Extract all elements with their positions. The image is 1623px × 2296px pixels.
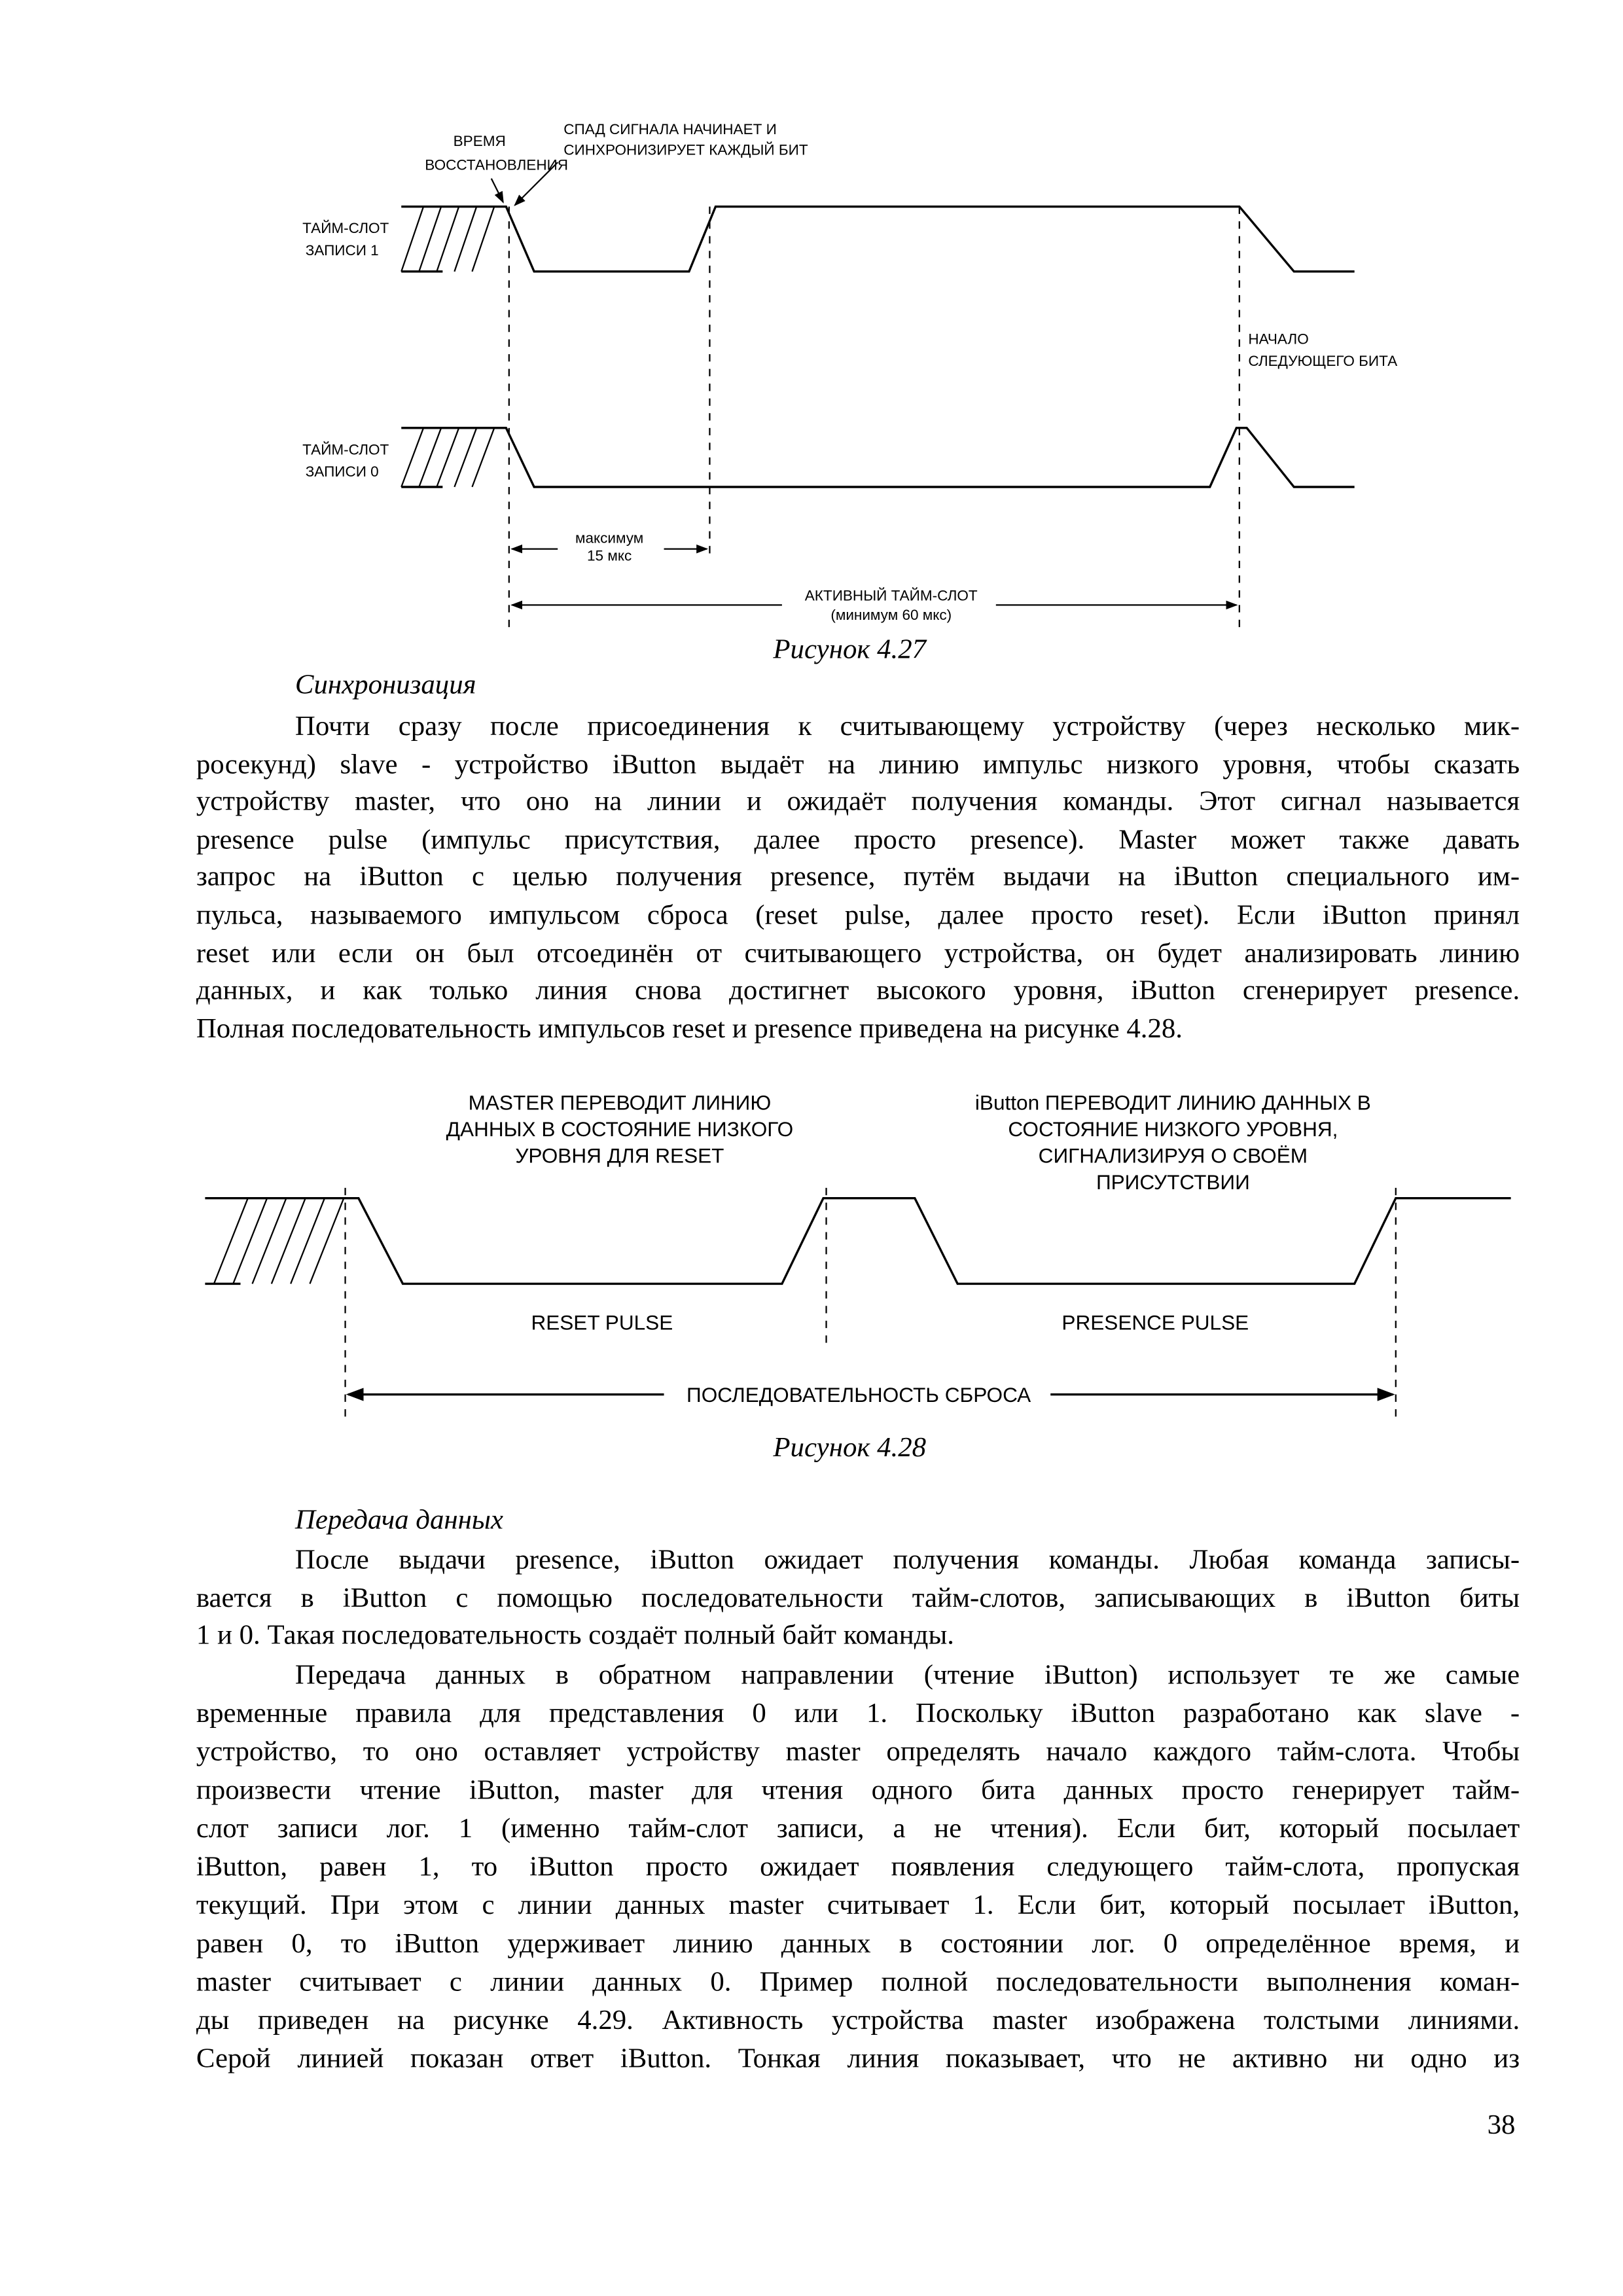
next-bit-label-2: СЛЕДУЮЩЕГО БИТА: [1248, 353, 1398, 370]
edge-label-2: СИНХРОНИЗИРУЕТ КАЖДЫЙ БИТ: [563, 141, 808, 158]
presence-pulse-label: PRESENCE PULSE: [1061, 1310, 1249, 1335]
slot0-label-1: ТАЙМ-СЛОТ: [302, 441, 389, 458]
ibutton-label-2: СОСТОЯНИЕ НИЗКОГО УРОВНЯ,: [1008, 1117, 1338, 1141]
recovery-label-1: ВРЕМЯ: [453, 133, 506, 150]
slot0-label-2: ЗАПИСИ 0: [305, 463, 379, 480]
text-line: iButton, равен 1, то iButton просто ожидает появления следующего тайм-слота, пропуская: [196, 1852, 1520, 1883]
ibutton-label-4: ПРИСУТСТВИИ: [1096, 1170, 1250, 1194]
text-line: ды приведен на рисунке 4.29. Активность устройства master изображена толстыми линиями.: [196, 2005, 1520, 2037]
text-line: запрос на iButton с целью получения presence, путём выдачи на iButton специального им-: [196, 861, 1520, 893]
page-number: 38: [1487, 2109, 1516, 2142]
waveform-write-1: [401, 207, 1354, 272]
text-line: текущий. При этом с линии данных master считывает 1. Если бит, который посылает iButton,: [196, 1890, 1520, 1922]
text-line: master считывает с линии данных 0. Пример полной последовательности выполнения коман-: [196, 1967, 1520, 1998]
figure-4-28-caption: Рисунок 4.28: [773, 1433, 927, 1464]
slot1-label-2: ЗАПИСИ 1: [305, 242, 379, 259]
next-bit-label-1: НАЧАЛО: [1248, 331, 1309, 348]
text-line: 1 и 0. Такая последовательность создаёт полный байт команды.: [196, 1620, 954, 1651]
text-line: Почти сразу после присоединения к считывающему устройству (через несколько мик-: [294, 711, 1520, 743]
active-label-2: (минимум 60 мкс): [830, 606, 952, 623]
text-line: reset или если он был отсоединён от считывающего устройства, он будет анализировать линию: [196, 938, 1520, 970]
text-line: вается в iButton с помощью последовательности тайм-слотов, записывающих в iButton биты: [196, 1583, 1520, 1615]
figure-4-27-caption: Рисунок 4.27: [773, 634, 927, 666]
section-heading-data-transfer: Передача данных: [294, 1505, 503, 1536]
text-line: После выдачи presence, iButton ожидает получения команды. Любая команда записы-: [294, 1545, 1520, 1576]
max-label-2: 15 мкс: [587, 547, 632, 564]
waveform-write-0: [401, 428, 1354, 487]
figure-4-28: [205, 1090, 1510, 1416]
figure-4-27: [302, 121, 1397, 627]
text-line: Полная последовательность импульсов reset и presence приведена на рисунке 4.28.: [196, 1013, 1183, 1045]
text-line: произвести чтение iButton, master для чтения одного бита данных просто генерирует тайм-: [196, 1775, 1520, 1806]
master-label-3: УРОВНЯ ДЛЯ RESET: [515, 1143, 724, 1168]
ibutton-label-1: iButton ПЕРЕВОДИТ ЛИНИЮ ДАННЫХ В: [974, 1090, 1371, 1115]
recovery-arrow: [491, 179, 503, 202]
text-line: устройству master, что оно на линии и ожидаёт получения команды. Этот сигнал называется: [196, 786, 1520, 818]
master-label-2: ДАННЫХ В СОСТОЯНИЕ НИЗКОГО: [446, 1117, 794, 1141]
slot1-label-1: ТАЙМ-СЛОТ: [302, 220, 389, 237]
timing-guides: [509, 207, 1240, 628]
recovery-label-2: ВОССТАНОВЛЕНИЯ: [425, 156, 569, 173]
text-line: устройство, то оно оставляет устройству master определять начало каждого тайм-слота. Чтобы: [196, 1736, 1520, 1768]
text-line: Передача данных в обратном направлении (чтение iButton) использует те же самые: [294, 1660, 1520, 1691]
text-line: presence pulse (импульс присутствия, далее просто presence). Master может также давать: [196, 825, 1520, 856]
text-line: слот записи лог. 1 (именно тайм-слот записи, а не чтения). Если бит, который посылает: [196, 1813, 1520, 1845]
text-line: Серой линией показан ответ iButton. Тонкая линия показывает, что не активно ни одно из: [196, 2043, 1520, 2075]
text-line: временные правила для представления 0 или 1. Поскольку iButton разработано как slave -: [196, 1698, 1520, 1730]
text-line: пульса, называемого импульсом сброса (reset pulse, далее просто reset). Если iButton принял: [196, 900, 1520, 931]
max-label-1: максимум: [575, 529, 644, 547]
text-line: росекунд) slave - устройство iButton выдаёт на линию импульс низкого уровня, чтобы сказать: [196, 749, 1520, 781]
ibutton-label-3: СИГНАЛИЗИРУЯ О СВОЁМ: [1038, 1143, 1308, 1168]
active-label-1: АКТИВНЫЙ ТАЙМ-СЛОТ: [804, 587, 978, 604]
text-line: равен 0, то iButton удерживает линию данных в состоянии лог. 0 определённое время, и: [196, 1928, 1520, 1960]
section-heading-sync: Синхронизация: [294, 670, 476, 701]
text-line: данных, и как только линия снова достигнет высокого уровня, iButton сгенерирует presence.: [196, 975, 1520, 1007]
master-label-1: MASTER ПЕРЕВОДИТ ЛИНИЮ: [468, 1090, 772, 1115]
reset-presence-waveform: [205, 1198, 1510, 1284]
edge-label-1: СПАД СИГНАЛА НАЧИНАЕТ И: [563, 121, 777, 138]
sequence-label: ПОСЛЕДОВАТЕЛЬНОСТЬ СБРОСА: [687, 1382, 1031, 1407]
reset-pulse-label: RESET PULSE: [531, 1310, 673, 1335]
